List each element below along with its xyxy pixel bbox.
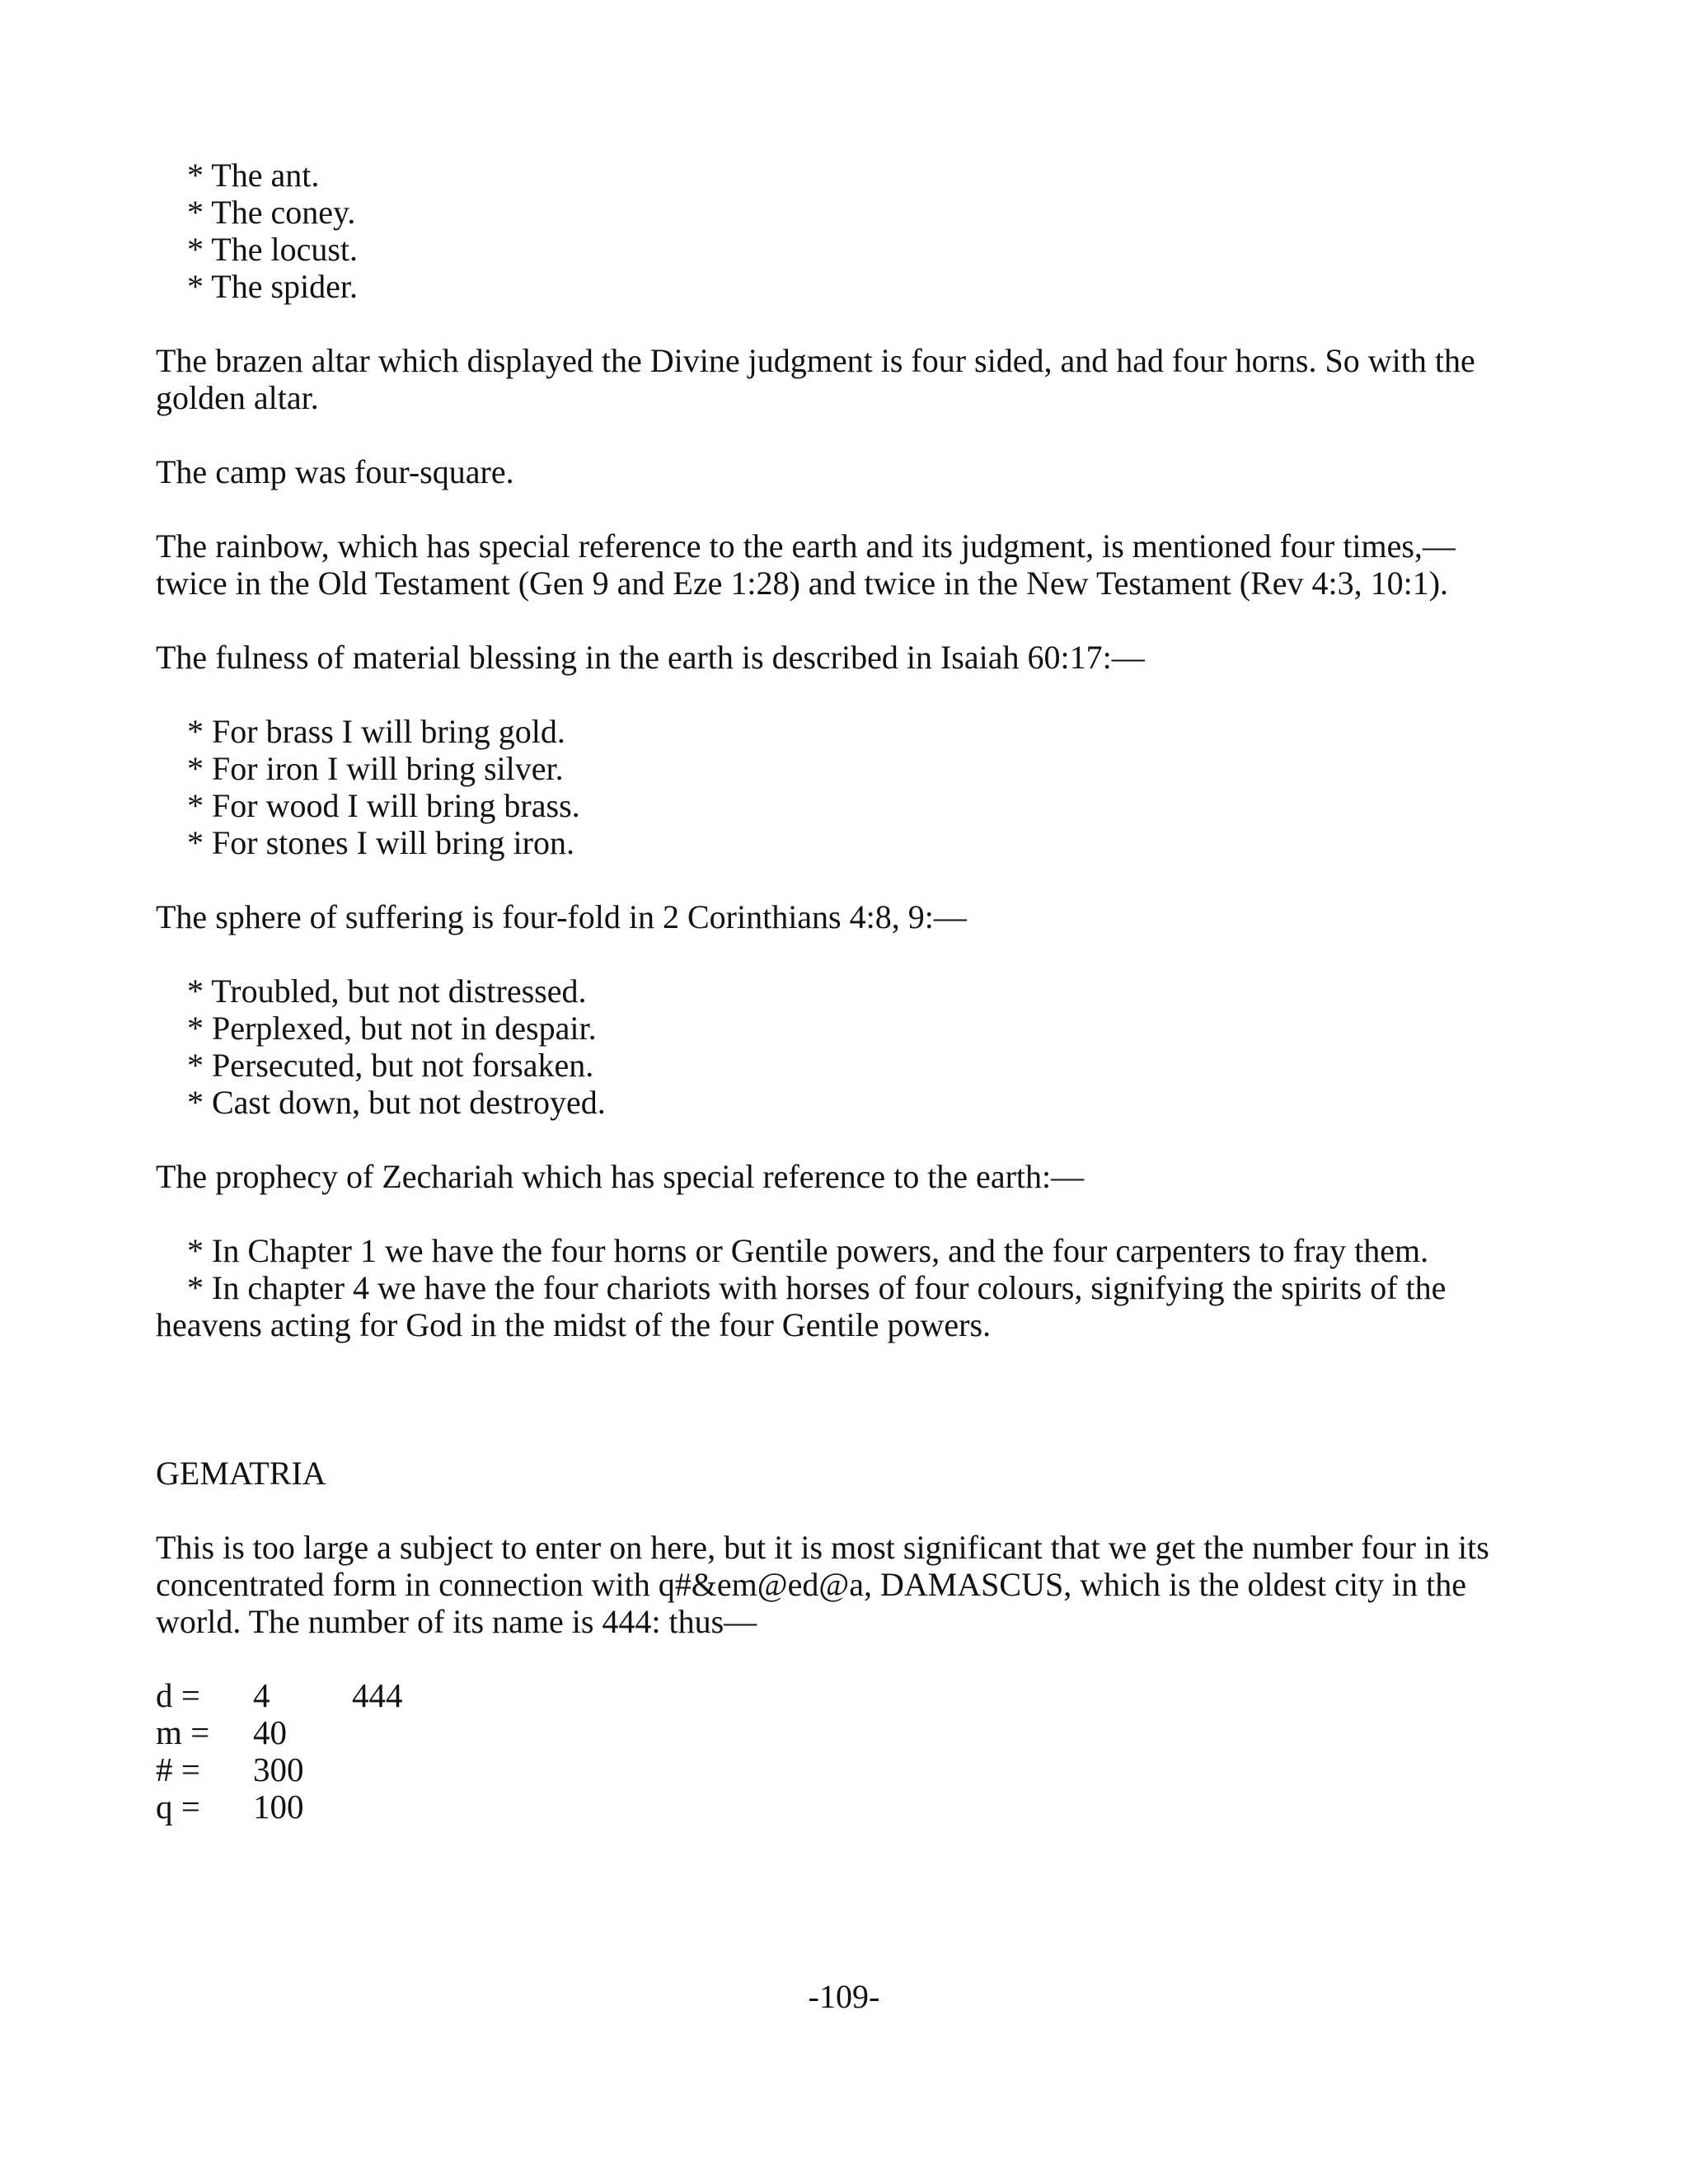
value-cell: 100 bbox=[253, 1788, 304, 1825]
list-item: * For brass I will bring gold. bbox=[187, 713, 565, 750]
spacer bbox=[156, 1640, 1524, 1677]
paragraph-zechariah: The prophecy of Zechariah which has special reference to the earth:— bbox=[156, 1158, 1085, 1195]
list-item: * The spider. bbox=[187, 268, 359, 305]
paragraph-altar: The brazen altar which displayed the Divine judgment is four sided, and had four horns. So with the golden altar. bbox=[156, 342, 1475, 416]
table-row bbox=[156, 1677, 403, 1714]
table-row bbox=[156, 1788, 403, 1825]
spacer bbox=[156, 1492, 1524, 1529]
list-item: * Perplexed, but not in despair. bbox=[187, 1010, 597, 1047]
letter-cell: q = bbox=[156, 1788, 200, 1825]
table-row bbox=[156, 1714, 403, 1751]
list-item: * Cast down, but not destroyed. bbox=[187, 1084, 606, 1121]
list-item: * For iron I will bring silver. bbox=[187, 750, 564, 787]
list-item: * Persecuted, but not forsaken. bbox=[187, 1047, 594, 1084]
section-heading-gematria: GEMATRIA bbox=[156, 1455, 326, 1492]
list-item: * The ant. bbox=[187, 157, 320, 194]
page-number: -109- bbox=[808, 1978, 880, 2015]
value-cell: 40 bbox=[253, 1713, 287, 1751]
page-body bbox=[156, 157, 1524, 1825]
zechariah-item-chapter-1: * In Chapter 1 we have the four horns or Gentile powers, and the four carpenters to fray them. bbox=[187, 1232, 1429, 1269]
list-item: * The locust. bbox=[187, 231, 359, 268]
total-cell bbox=[352, 1751, 403, 1788]
value-cell: 4 bbox=[253, 1676, 270, 1714]
value-cell: 300 bbox=[253, 1750, 304, 1788]
table-row bbox=[156, 1751, 403, 1788]
total-cell: 444 bbox=[352, 1676, 403, 1714]
total-cell bbox=[352, 1714, 403, 1751]
spacer bbox=[156, 1195, 1524, 1232]
list-item: * For stones I will bring iron. bbox=[187, 824, 574, 861]
letter-cell: # = bbox=[156, 1750, 200, 1788]
creatures-list bbox=[156, 157, 1524, 305]
letter-cell: m = bbox=[156, 1713, 210, 1751]
paragraph-gematria: This is too large a subject to enter on here, but it is most significant that we get the number four in its concentrated form in connection with q#&em@ed@a, DAMASCUS, which is the oldest city in the world. The number of its name is 444: thus— bbox=[156, 1529, 1489, 1640]
spacer bbox=[156, 602, 1524, 639]
zechariah-item-chapter-4: * In chapter 4 we have the four chariots with horses of four colours, signifying the spirits of the heavens acting for God in the midst of the four Gentile powers. bbox=[156, 1269, 1447, 1343]
spacer bbox=[156, 935, 1524, 972]
spacer bbox=[156, 1343, 1524, 1455]
list-item: * The coney. bbox=[187, 194, 356, 231]
spacer bbox=[156, 861, 1524, 898]
spacer bbox=[156, 305, 1524, 342]
list-item: * Troubled, but not distressed. bbox=[187, 972, 587, 1010]
spacer bbox=[156, 676, 1524, 713]
letter-cell: d = bbox=[156, 1676, 200, 1714]
blessing-list bbox=[156, 713, 1524, 861]
spacer bbox=[156, 490, 1524, 527]
gematria-table bbox=[156, 1677, 403, 1825]
list-item: * For wood I will bring brass. bbox=[187, 787, 580, 824]
paragraph-suffering: The sphere of suffering is four-fold in 2 Corinthians 4:8, 9:— bbox=[156, 898, 967, 935]
spacer bbox=[156, 1121, 1524, 1158]
paragraph-fulness: The fulness of material blessing in the earth is described in Isaiah 60:17:— bbox=[156, 639, 1145, 676]
paragraph-camp: The camp was four-square. bbox=[156, 453, 514, 490]
total-cell bbox=[352, 1788, 403, 1825]
paragraph-rainbow: The rainbow, which has special reference to the earth and its judgment, is mentioned four times,—twice in the Old Testament (Gen 9 and Eze 1:28) and twice in the New Testament (Rev 4:3, 10:1). bbox=[156, 527, 1456, 602]
spacer bbox=[156, 416, 1524, 453]
suffering-list bbox=[156, 972, 1524, 1121]
